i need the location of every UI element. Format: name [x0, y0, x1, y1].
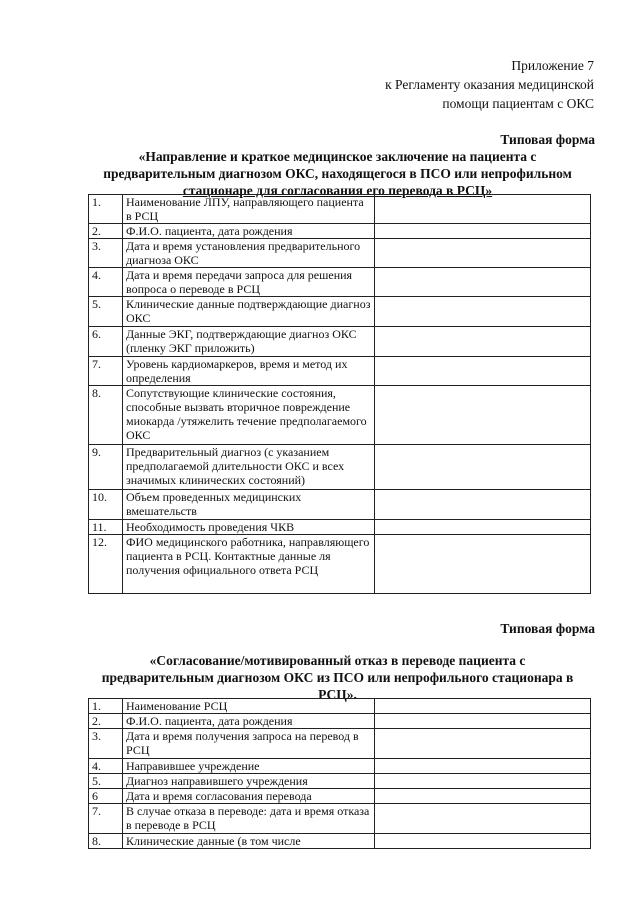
row-label: Сопутствующие клинические состояния, способные вызвать вторичное повреждение миокарда /утяжелить течение предполагаемого ОКС: [123, 386, 375, 445]
table-row: [89, 714, 591, 729]
form2-title-block: [80, 652, 595, 703]
row-number: 1.: [89, 195, 123, 224]
row-number: 4.: [89, 268, 123, 297]
table-row: [89, 699, 591, 714]
row-number: 2.: [89, 224, 123, 239]
row-label: Дата и время передачи запроса для решения вопроса о переводе в РСЦ: [123, 268, 375, 297]
row-label: Дата и время согласования перевода: [123, 789, 375, 804]
form1-title-line2: предварительным диагнозом ОКС, находящегося в ПСО или непрофильном: [103, 166, 572, 181]
row-value-cell[interactable]: [375, 714, 591, 729]
form2-table-body: [89, 699, 591, 849]
table-row: [89, 535, 591, 594]
row-value-cell[interactable]: [375, 789, 591, 804]
row-value-cell[interactable]: [375, 759, 591, 774]
row-label: Предварительный диагноз (с указанием предполагаемой длительности ОКС и всех значимых клинических состояний): [123, 445, 375, 490]
row-label: Наименование ЛПУ, направляющего пациента в РСЦ: [123, 195, 375, 224]
row-value-cell[interactable]: [375, 729, 591, 759]
row-value-cell[interactable]: [375, 699, 591, 714]
row-number: 2.: [89, 714, 123, 729]
table-row: [89, 327, 591, 357]
table-row: [89, 729, 591, 759]
row-number: 1.: [89, 699, 123, 714]
row-value-cell[interactable]: [375, 268, 591, 297]
row-value-cell[interactable]: [375, 297, 591, 327]
form2-type-block: [80, 620, 595, 637]
row-number: 4.: [89, 759, 123, 774]
row-number: 8.: [89, 834, 123, 849]
row-label: Клинические данные (в том числе: [123, 834, 375, 849]
row-value-cell[interactable]: [375, 804, 591, 834]
row-number: 10.: [89, 490, 123, 520]
row-value-cell[interactable]: [375, 357, 591, 386]
form1-table-body: [89, 195, 591, 594]
table-row: [89, 297, 591, 327]
row-number: 5.: [89, 774, 123, 789]
row-label: Ф.И.О. пациента, дата рождения: [123, 714, 375, 729]
row-label: Диагноз направившего учреждения: [123, 774, 375, 789]
row-number: 9.: [89, 445, 123, 490]
row-number: 3.: [89, 729, 123, 759]
row-value-cell[interactable]: [375, 535, 591, 594]
table-row: [89, 239, 591, 268]
form1-table: [88, 194, 591, 594]
row-label: В случае отказа в переводе: дата и время отказа в переводе в РСЦ: [123, 804, 375, 834]
row-value-cell[interactable]: [375, 327, 591, 357]
table-row: [89, 774, 591, 789]
row-label: Объем проведенных медицинских вмешательств: [123, 490, 375, 520]
row-value-cell[interactable]: [375, 386, 591, 445]
row-label: Необходимость проведения ЧКВ: [123, 520, 375, 535]
row-label: Дата и время установления предварительного диагноза ОКС: [123, 239, 375, 268]
row-label: ФИО медицинского работника, направляющего пациента в РСЦ. Контактные данные ля получения официального ответа РСЦ: [123, 535, 375, 594]
form1-title: [80, 148, 595, 199]
table-row: [89, 445, 591, 490]
row-number: 6.: [89, 327, 123, 357]
form2-type-label: Типовая форма: [500, 621, 595, 636]
row-number: 3.: [89, 239, 123, 268]
table-row: [89, 224, 591, 239]
table-row: [89, 386, 591, 445]
table-row: [89, 834, 591, 849]
row-label: Дата и время получения запроса на перевод в РСЦ: [123, 729, 375, 759]
table-row: [89, 268, 591, 297]
row-value-cell[interactable]: [375, 774, 591, 789]
form2-title-line3: РСЦ».: [318, 687, 357, 702]
table-row: [89, 804, 591, 834]
row-value-cell[interactable]: [375, 445, 591, 490]
form2-title-line1: «Согласование/мотивированный отказ в переводе пациента с: [149, 653, 526, 668]
table-row: [89, 789, 591, 804]
row-label: Направившее учреждение: [123, 759, 375, 774]
row-number: 7.: [89, 357, 123, 386]
row-label: Уровень кардиомаркеров, время и метод их определения: [123, 357, 375, 386]
row-label: Ф.И.О. пациента, дата рождения: [123, 224, 375, 239]
appendix-number: Приложение 7: [511, 58, 594, 73]
form2-title-line2: предварительным диагнозом ОКС из ПСО или непрофильного стационара в: [101, 670, 574, 685]
row-value-cell[interactable]: [375, 224, 591, 239]
form2-table: [88, 698, 591, 849]
form2-title: [80, 652, 595, 703]
form1-title-line3: стационаре для согласования его перевода в РСЦ»: [182, 183, 493, 198]
row-number: 8.: [89, 386, 123, 445]
table-row: [89, 520, 591, 535]
form1-title-block: [80, 131, 595, 199]
row-value-cell[interactable]: [375, 490, 591, 520]
row-number: 7.: [89, 804, 123, 834]
form1-type-label: Типовая форма: [500, 132, 595, 147]
row-value-cell[interactable]: [375, 195, 591, 224]
table-row: [89, 195, 591, 224]
row-number: 6: [89, 789, 123, 804]
row-number: 11.: [89, 520, 123, 535]
appendix-header: [385, 56, 594, 113]
row-number: 12.: [89, 535, 123, 594]
table-row: [89, 759, 591, 774]
form1-title-line1: «Направление и краткое медицинское заключение на пациента с: [138, 149, 537, 164]
row-value-cell[interactable]: [375, 239, 591, 268]
row-number: 5.: [89, 297, 123, 327]
row-value-cell[interactable]: [375, 834, 591, 849]
table-row: [89, 357, 591, 386]
row-label: Данные ЭКГ, подтверждающие диагноз ОКС (пленку ЭКГ приложить): [123, 327, 375, 357]
row-value-cell[interactable]: [375, 520, 591, 535]
appendix-reference: к Регламенту оказания медицинской: [385, 77, 594, 92]
appendix-reference-cont: помощи пациентам с ОКС: [442, 96, 594, 111]
row-label: Клинические данные подтверждающие диагноз ОКС: [123, 297, 375, 327]
row-label: Наименование РСЦ: [123, 699, 375, 714]
table-row: [89, 490, 591, 520]
